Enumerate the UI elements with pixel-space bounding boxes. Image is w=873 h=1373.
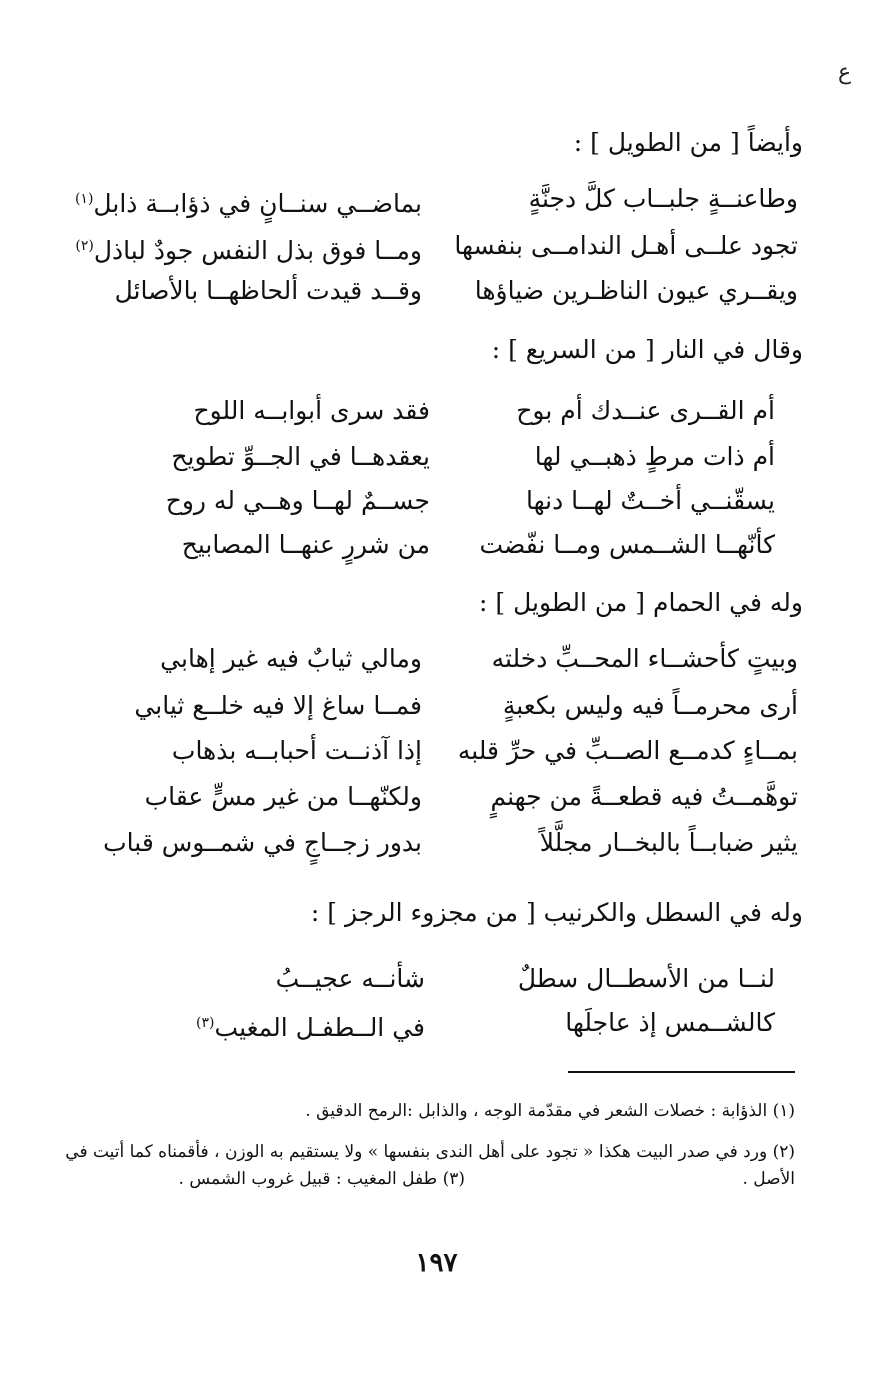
section-heading: وقال في النار [ من السريع ] : bbox=[491, 335, 803, 364]
verse-second-hemistich: فقد سرى أبوابــه اللوح bbox=[193, 396, 430, 425]
footnote-1: (١) الذؤابة : خصلات الشعر في مقدّمة الوجه ، والذابل :الرمح الدقيق . bbox=[305, 1101, 795, 1121]
verse-line bbox=[74, 182, 798, 221]
verse-line bbox=[130, 528, 775, 562]
verse-second-hemistich bbox=[75, 229, 422, 268]
verse-first-hemistich: أرى محرمــاً فيه وليس بكعبةٍ bbox=[502, 691, 798, 720]
verse-second-hemistich: بدور زجــاجٍ في شمــوس قباب bbox=[103, 828, 422, 857]
verse-first-hemistich: وطاعنــةٍ جلبــاب كلَّ دجنَّةٍ bbox=[528, 184, 798, 213]
verse-line bbox=[130, 484, 775, 518]
verse-second-hemistich: وقــد قيدت ألحاظهــا بالأصائل bbox=[114, 276, 422, 305]
verse-second-hemistich bbox=[155, 1006, 425, 1045]
verse-second-hemistich bbox=[74, 182, 422, 221]
footnote-marker: (٢) bbox=[75, 238, 94, 254]
verse-first-hemistich: كالشــمس إذ عاجلَها bbox=[565, 1008, 775, 1037]
footnote-divider bbox=[568, 1071, 795, 1073]
verse-line bbox=[100, 734, 798, 768]
verse-first-hemistich: بمــاءٍ كدمــع الصــبِّ في حرِّ قلبه bbox=[457, 736, 798, 765]
section-heading: وله في السطل والكرنيب [ من مجزوء الرجز ] : bbox=[310, 898, 803, 927]
verse-first-hemistich: يثير ضبابــاً بالبخــار مجلَّلاً bbox=[539, 828, 798, 857]
verse-line bbox=[130, 440, 775, 474]
verse-second-hemistich: شأنــه عجيــبُ bbox=[275, 964, 425, 993]
verse-first-hemistich: تجود علــى أهـل الندامــى بنفسها bbox=[454, 231, 798, 260]
verse-line bbox=[100, 642, 798, 676]
verse-second-hemistich: ومالي ثيابٌ فيه غير إهابي bbox=[160, 644, 422, 673]
verse-text: في الــطفـل المغيب bbox=[214, 1013, 425, 1043]
verse-line bbox=[100, 689, 798, 723]
verse-text: بماضــي سنــانٍ في ذؤابــة ذابل bbox=[93, 189, 422, 219]
footnote-2-line-1: (٢) ورد في صدر البيت هكذا « تجود على أهل الندى بنفسها » ولا يستقيم به الوزن ، فأقمناه كما أتيت في bbox=[65, 1142, 795, 1162]
verse-line bbox=[155, 962, 775, 996]
footnote-marker: (١) bbox=[74, 191, 94, 207]
verse-first-hemistich: كأنّهــا الشــمس ومــا نفّضت bbox=[479, 530, 775, 559]
corner-mark: ع bbox=[838, 60, 852, 85]
verse-first-hemistich: أم ذات مرطٍ ذهبــي لها bbox=[534, 442, 775, 471]
verse-line bbox=[75, 229, 798, 268]
verse-second-hemistich: ولكنّهــا من غير مسٍّ عقاب bbox=[144, 782, 422, 811]
verse-text: ومــا فوق بذل النفس جودٌ لباذل bbox=[93, 236, 422, 266]
verse-line bbox=[130, 394, 775, 428]
verse-second-hemistich: جســمٌ لهــا وهــي له روح bbox=[165, 486, 430, 515]
verse-second-hemistich: من شررٍ عنهــا المصابيح bbox=[181, 530, 430, 559]
verse-first-hemistich: لنــا من الأسطــال سطلٌ bbox=[517, 964, 775, 993]
section-heading: وأيضاً [ من الطويل ] : bbox=[573, 128, 803, 157]
footnote-marker: (٣) bbox=[196, 1015, 215, 1031]
section-heading: وله في الحمام [ من الطويل ] : bbox=[479, 588, 803, 617]
page-number: ١٩٧ bbox=[415, 1248, 458, 1278]
verse-line bbox=[100, 780, 798, 814]
verse-first-hemistich: توهَّمــتُ فيه قطعــةً من جهنمٍ bbox=[490, 782, 798, 811]
footnote-3: (٣) طفل المغيب : قبيل غروب الشمس . bbox=[178, 1169, 465, 1189]
verse-second-hemistich: يعقدهــا في الجــوِّ تطويح bbox=[171, 442, 430, 471]
footnote-2-line-2: الأصل . bbox=[742, 1169, 795, 1189]
verse-first-hemistich: أم القــرى عنــدك أم بوح bbox=[516, 396, 775, 425]
verse-first-hemistich: وبيتٍ كأحشــاء المحــبِّ دخلته bbox=[491, 644, 798, 673]
verse-line bbox=[155, 1006, 775, 1045]
verse-first-hemistich: يسقّنــي أخــتٌ لهــا دنها bbox=[525, 486, 775, 515]
verse-line bbox=[100, 826, 798, 860]
verse-second-hemistich: إذا آذنــت أحبابــه بذهاب bbox=[171, 736, 422, 765]
verse-second-hemistich: فمــا ساغ إلا فيه خلــع ثيابي bbox=[134, 691, 422, 720]
verse-first-hemistich: ويقــري عيون الناظـرين ضياؤها bbox=[474, 276, 798, 305]
verse-line bbox=[100, 274, 798, 308]
